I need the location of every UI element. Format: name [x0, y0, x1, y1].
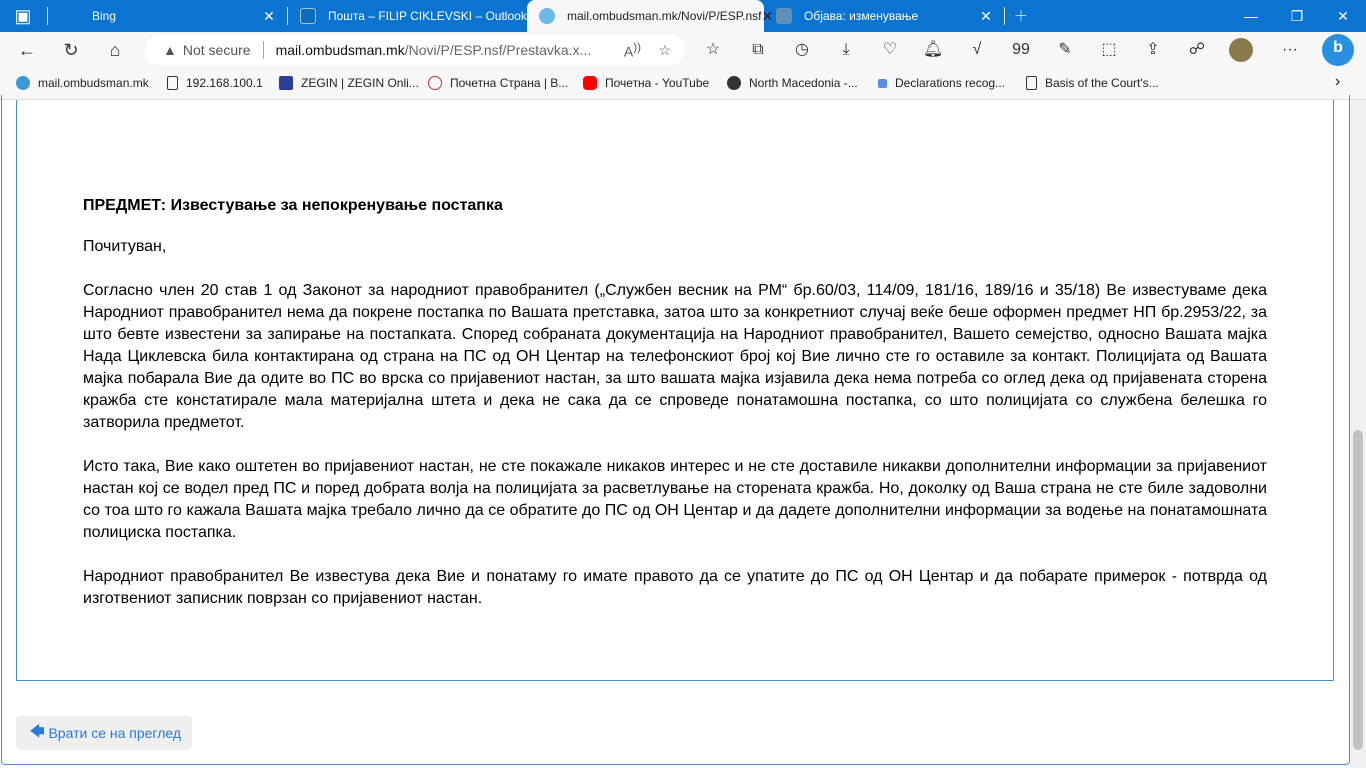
- page-content: [0, 100, 1350, 768]
- subject-heading: ПРЕДМЕТ: Известување за непокренување постапка: [83, 197, 503, 214]
- site-icon: [428, 76, 442, 90]
- url-host: mail.ombudsman.mk: [275, 42, 405, 58]
- back-icon[interactable]: ←: [18, 40, 36, 60]
- health-icon[interactable]: ♡: [882, 41, 898, 58]
- tab-blogger[interactable]: Објава: изменување ✕: [764, 0, 1004, 32]
- arrow-left-icon: 🡄: [30, 723, 45, 739]
- read-aloud-icon[interactable]: A)): [623, 40, 641, 60]
- ombudsman-icon: [16, 76, 30, 90]
- scrollbar-thumb[interactable]: [1353, 430, 1363, 750]
- close-tab-icon[interactable]: ✕: [761, 7, 774, 24]
- feedback-icon[interactable]: ☍: [1188, 41, 1206, 58]
- youtube-icon: [583, 76, 597, 90]
- favorites-icon[interactable]: ☆: [705, 41, 721, 58]
- math-solver-icon[interactable]: √: [972, 41, 982, 58]
- zegin-icon: [279, 76, 293, 90]
- add-favorite-icon[interactable]: ☆: [658, 41, 671, 58]
- paragraph: Исто така, Вие како оштетен во пријавениот настан, не сте покажале никаков интерес и не сте доставиле никакви дополнителни информации за пријавениот настан кој се водел пред ПС и поред добрата волја на полицијата за расветлување на сторената кражба. Но, доколку од Ваша страна не сте биле задоволни со тоа што го кажала Вашата мајка требало лично да се обратите до ПС од ОН Центар и да дадете дополнителни информации за водење на понатамошната полициска постапка.: [83, 458, 1267, 541]
- home-icon[interactable]: ⌂: [109, 40, 121, 60]
- url-path: /Novi/P/ESP.nsf/Prestavka.x...: [404, 42, 592, 58]
- page-icon: [1026, 76, 1037, 90]
- new-tab-button[interactable]: ＋: [1014, 8, 1028, 24]
- tab-outlook[interactable]: Пошта – FILIP CIKLEVSKI – Outlook: [288, 0, 525, 32]
- bookmark-youtube[interactable]: Почетна - YouTube: [583, 76, 709, 90]
- toolbar: [0, 32, 1366, 68]
- bookmark-ombudsman[interactable]: mail.ombudsman.mk: [16, 76, 149, 90]
- minimize-button[interactable]: —: [1244, 8, 1258, 24]
- close-window-button[interactable]: ✕: [1337, 8, 1349, 24]
- profile-avatar[interactable]: [1229, 38, 1253, 62]
- back-to-overview-button[interactable]: 🡄 Врати се на преглед: [16, 716, 192, 750]
- split-screen-icon[interactable]: ⬚: [1101, 41, 1117, 58]
- cia-icon: [727, 76, 741, 90]
- bing-icon: [64, 8, 80, 24]
- downloads-icon[interactable]: ⤓: [842, 41, 850, 58]
- tab-actions-icon[interactable]: ▣: [14, 6, 32, 26]
- warning-icon: ▲: [163, 42, 177, 58]
- bookmark-basis[interactable]: Basis of the Court's...: [1026, 76, 1159, 90]
- bing-chat-icon[interactable]: b: [1322, 34, 1354, 66]
- security-label[interactable]: Not secure: [182, 42, 251, 58]
- refresh-icon[interactable]: ↻: [63, 40, 79, 60]
- document-body: [83, 195, 1267, 632]
- more-icon[interactable]: ···: [1282, 41, 1298, 58]
- greeting: Почитуван,: [83, 238, 167, 255]
- bookmark-router[interactable]: 192.168.100.1: [167, 76, 263, 90]
- close-tab-icon[interactable]: ✕: [980, 7, 992, 24]
- close-tab-icon[interactable]: ✕: [263, 7, 275, 24]
- scrollbar[interactable]: [1350, 100, 1366, 768]
- notifications-icon[interactable]: 🔔︎: [922, 41, 944, 58]
- bookmark-pocetna[interactable]: Почетна Страна | В...: [428, 76, 568, 90]
- chevron-right-icon[interactable]: ›: [1335, 73, 1341, 90]
- tab-ombudsman[interactable]: mail.ombudsman.mk/Novi/P/ESP.nsf ✕: [527, 0, 764, 32]
- quote-icon[interactable]: 99: [1012, 41, 1030, 58]
- web-capture-icon[interactable]: ✎: [1058, 41, 1072, 58]
- blogger-icon: [776, 8, 792, 24]
- restore-button[interactable]: ❐: [1290, 8, 1304, 24]
- ombudsman-icon: [539, 8, 555, 24]
- paragraph: Согласно член 20 став 1 од Законот за народниот правобранител („Службен весник на РМ“ бр.60/03, 114/09, 181/16, 189/16 и 35/18) Ве известуваме дека Народниот правобранител нема да покрене постапка по Вашата претставка, затоа што за конкретниот случај веќе беше оформен предмет НП бр.2953/22, за што бевте известени за запирање на постапката. Според собраната документација на Народниот правобранител, Вашето семејство, односно Вашата мајка Нада Циклевска била контактирана од страна на ПС од ОН Центар на телефонскиот број кој Вие лично сте го оставиле за контакт. Полицијата од Вашата мајка побарала Вие да одите во ПС во врска со пријавениот настан, за што вашата мајка изјавила дека нема потреба со оглед дека од пријавената сторена кражба сте констатирале мала материјална штета и дека не сака да се спроведе понатамошна постапка, со што полицијата со службена белешка го затворила предметот.: [83, 282, 1267, 431]
- collections-icon[interactable]: ⧉: [752, 41, 764, 58]
- page-icon: [167, 76, 178, 90]
- paragraph: Народниот правобранител Ве известува дека Вие и понатаму го имате правото да се упатите до ПС од ОН Центар и да побарате примерок - потврда од изготвениот записник поврзан со пријавениот настан.: [83, 568, 1267, 607]
- tab-bar: [0, 0, 1366, 32]
- tab-bing[interactable]: Bing ✕: [52, 0, 287, 32]
- history-icon[interactable]: ◷: [795, 41, 809, 58]
- bookmark-zegin[interactable]: ZEGIN | ZEGIN Onli...: [279, 76, 419, 90]
- bookmark-north-macedonia[interactable]: North Macedonia -...: [727, 76, 858, 90]
- bookmark-declarations[interactable]: Declarations recog...: [878, 76, 1005, 90]
- address-bar[interactable]: [145, 35, 685, 65]
- share-icon[interactable]: ⇪: [1146, 41, 1160, 58]
- site-icon: [878, 79, 887, 88]
- outlook-icon: [300, 8, 316, 24]
